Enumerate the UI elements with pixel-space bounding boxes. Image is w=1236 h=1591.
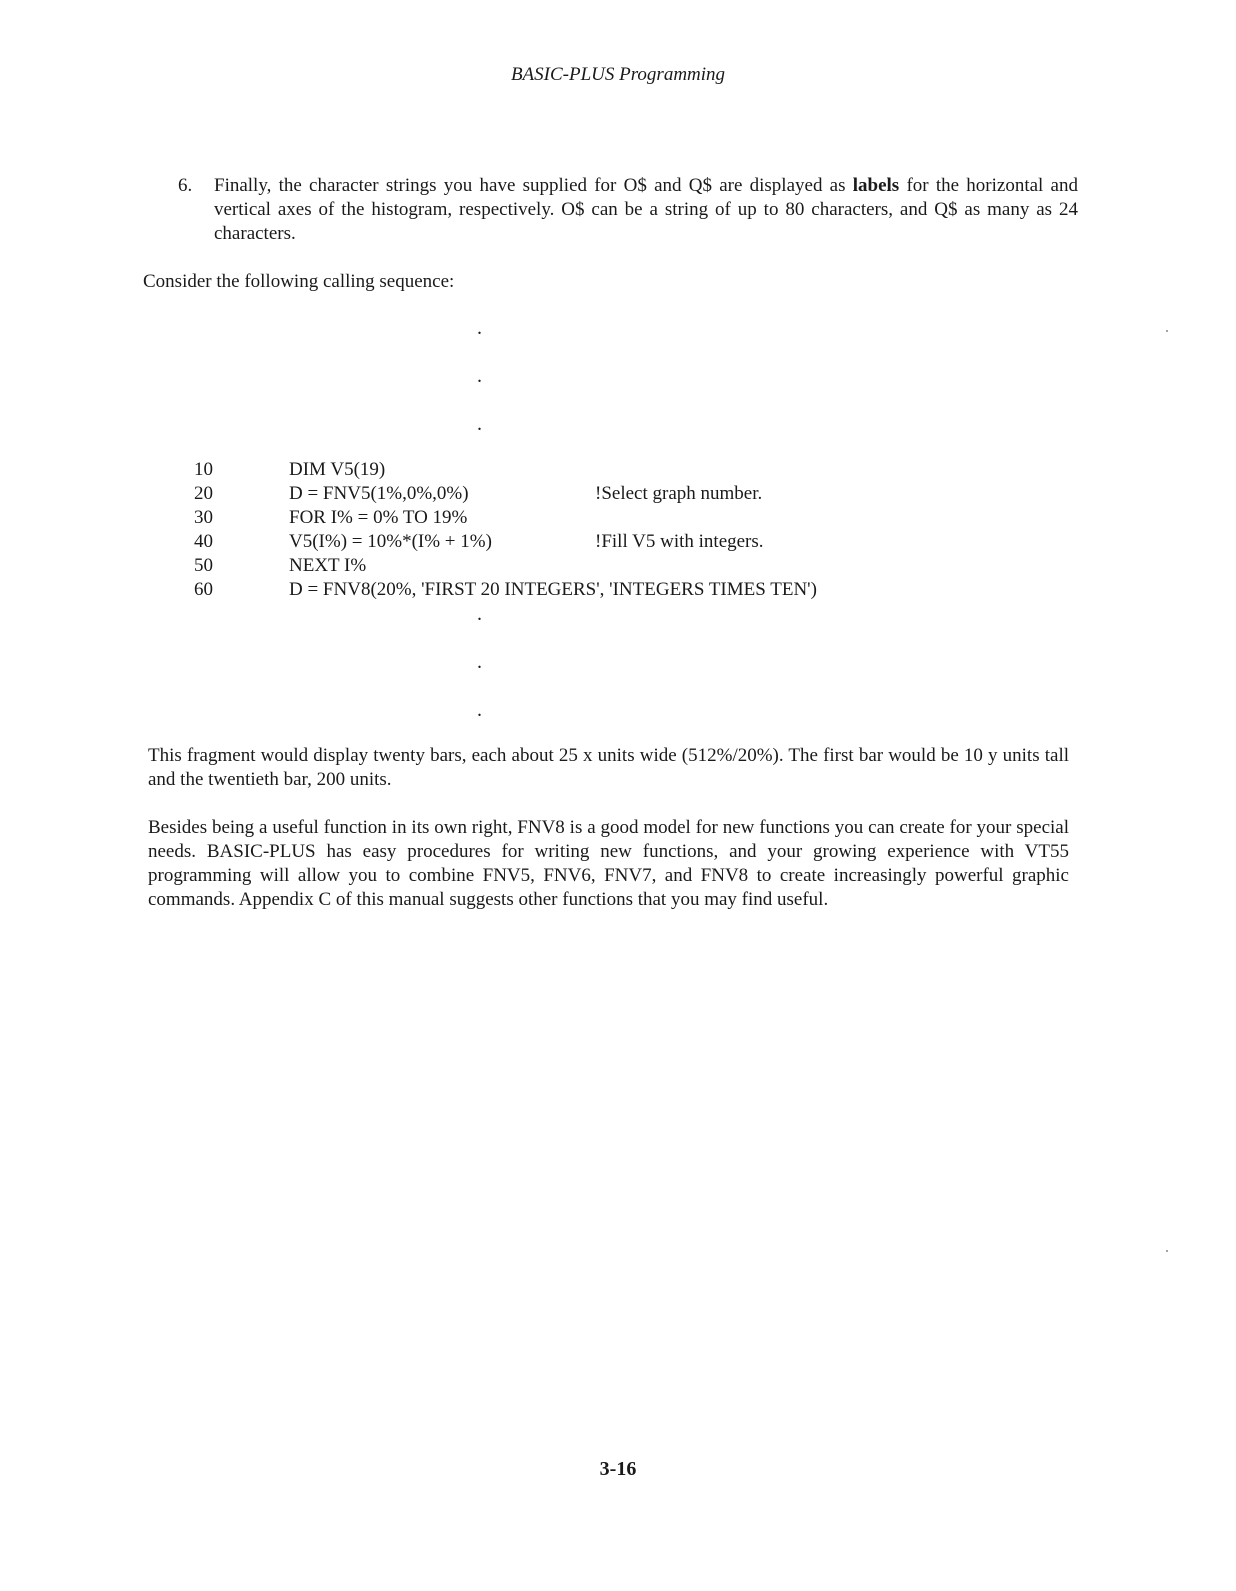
code-statement: V5(I%) = 10%*(I% + 1%)	[289, 531, 492, 552]
line-number: 50	[194, 555, 213, 576]
ellipsis-dot: .	[477, 651, 482, 673]
code-line	[194, 506, 1094, 530]
scan-speck	[1166, 1250, 1168, 1252]
code-line	[194, 578, 1094, 602]
paragraph-fragment-explanation: This fragment would display twenty bars, each about 25 x units wide (512%/20%). The first bar would be 10 y units tall and the twentieth bar, 200 units.	[148, 745, 1069, 790]
list-item-6	[178, 174, 1078, 246]
line-number: 20	[194, 483, 213, 504]
code-statement: DIM V5(19)	[289, 459, 386, 480]
code-line	[194, 530, 1094, 554]
code-statement: NEXT I%	[289, 555, 367, 576]
line-number: 60	[194, 579, 213, 600]
list-item-text	[214, 174, 1078, 246]
code-line	[194, 458, 1094, 482]
paragraph-fnv8-model: Besides being a useful function in its own right, FNV8 is a good model for new functions you can create for your special needs. BASIC-PLUS has easy procedures for writing new functions, and your growing experience with VT55 programming will allow you to combine FNV5, FNV6, FNV7, and FNV8 to create increasingly powerful graphic commands. Appendix C of this manual suggests other functions that you may find useful.	[148, 817, 1069, 910]
list-item-number: 6.	[178, 175, 193, 196]
code-comment: !Fill V5 with integers.	[595, 531, 764, 552]
list-item-text-end: for the horizontal and vertical axes of the histogram, respectively. O$ can be a string of up to 80 characters, and Q$ as many as 24 characters.	[214, 175, 1078, 244]
code-line	[194, 554, 1094, 578]
list-item-text-start: Finally, the character strings you have supplied for O$ and Q$ are displayed as	[214, 175, 853, 196]
ellipsis-dot: .	[477, 603, 482, 625]
code-statement: FOR I% = 0% TO 19%	[289, 507, 468, 528]
code-listing	[194, 458, 1094, 602]
code-statement: D = FNV8(20%, 'FIRST 20 INTEGERS', 'INTEGERS TIMES TEN')	[289, 579, 817, 600]
list-item-bold-term: labels	[852, 175, 900, 196]
page-number: 3-16	[599, 1458, 637, 1480]
intro-sentence: Consider the following calling sequence:	[143, 271, 455, 292]
code-statement: D = FNV5(1%,0%,0%)	[289, 483, 469, 504]
line-number: 30	[194, 507, 213, 528]
line-number: 10	[194, 459, 213, 480]
line-number: 40	[194, 531, 213, 552]
ellipsis-dot: .	[477, 413, 482, 435]
ellipsis-dot: .	[477, 699, 482, 721]
code-line	[194, 482, 1094, 506]
code-comment: !Select graph number.	[595, 483, 763, 504]
ellipsis-dot: .	[477, 365, 482, 387]
running-header: BASIC-PLUS Programming	[510, 64, 726, 85]
scan-speck	[1166, 330, 1168, 332]
ellipsis-dot: .	[477, 317, 482, 339]
